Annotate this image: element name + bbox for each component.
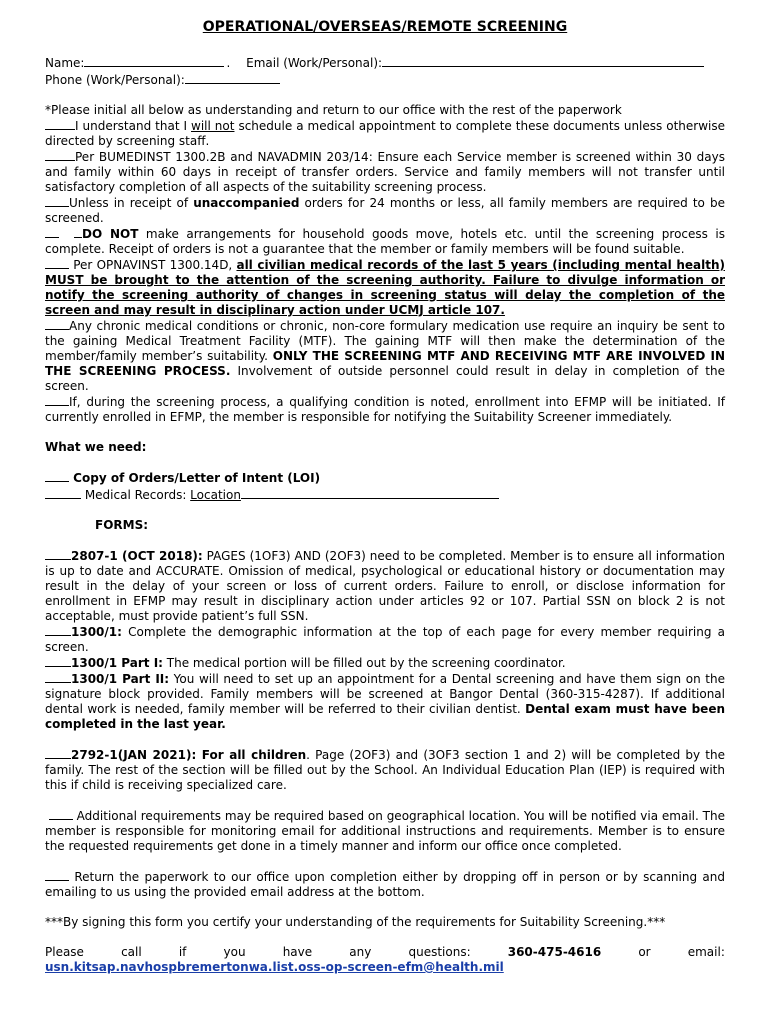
initial-blank[interactable] [45, 149, 75, 161]
initial-item-1: I understand that I will not schedule a medical appointment to complete these documents unless otherwise directed by screening staff. [45, 119, 725, 148]
certification-text: ***By signing this form you certify your understanding of the requirements for Suitability Screening.*** [45, 915, 666, 929]
initial-blank[interactable] [45, 548, 71, 560]
initial-blank[interactable] [45, 624, 71, 636]
phone-field[interactable] [185, 71, 280, 84]
what-we-need-heading: What we need: [45, 440, 147, 454]
form-1300-1-part-1: 1300/1 Part I: The medical portion will be filled out by the screening coordinator. [45, 655, 725, 671]
initial-item-7: If, during the screening process, a qualifying condition is noted, enrollment into EFMP will be initiated. If currently enrolled in EFMP, the member is responsible for notifying the Suitability Screener immediately. [45, 395, 725, 424]
initial-blank[interactable] [45, 487, 81, 499]
initial-item-3: Unless in receipt of unaccompanied orders for 24 months or less, all family members are required to be screened. [45, 196, 725, 225]
name-label: Name: [45, 56, 85, 70]
initial-blank[interactable] [45, 869, 69, 881]
phone-label: Phone (Work/Personal): [45, 73, 185, 87]
contact-line: Please call if you have any questions: 360-475-4616 or email: [45, 945, 725, 959]
email-label: Email (Work/Personal): [246, 56, 383, 70]
email-field[interactable] [382, 54, 704, 67]
initial-blank[interactable] [45, 257, 69, 269]
form-2792-1: 2792-1(JAN 2021): For all children. Page (2OF3) and (3OF3 section 1 and 2) will be completed by the family. The rest of the section will be filled out by the School. An Individual Education Plan (IEP) is required with this if child is receiving specialized care. [45, 748, 725, 792]
initial-blank[interactable] [45, 318, 69, 330]
initial-item-5: Per OPNAVINST 1300.14D, all civilian medical records of the last 5 years (including mental health) MUST be brought to the attention of the screening authority. Failure to divulge information or notify the screening authority of changes in screening status will delay the completion of the screen and may result in disciplinary action under UCMJ article 107. [45, 258, 725, 317]
initial-blank[interactable] [45, 118, 75, 130]
initial-blank[interactable] [45, 195, 69, 207]
name-field[interactable] [84, 54, 224, 67]
initial-blank[interactable] [45, 226, 59, 238]
initial-blank[interactable] [49, 808, 73, 820]
initial-blank[interactable] [45, 671, 71, 683]
intro-text: *Please initial all below as understanding and return to our office with the rest of the paperwork [45, 103, 622, 117]
phone-row [45, 71, 725, 88]
initial-item-6: Any chronic medical conditions or chronic, non-core formulary medication use require an inquiry be sent to the gaining Medical Treatment Facility (MTF). The gaining MTF will then make the determination of the member/family member’s suitability. ONLY THE SCREENING MTF AND RECEIVING MTF ARE INVOLVED IN THE SCREENING PROCESS. Involvement of outside personnel could result in delay in completion of the screen. [45, 319, 725, 393]
return-paperwork: Return the paperwork to our office upon completion either by dropping off in person or by scanning and emailing to us using the provided email address at the bottom. [45, 870, 725, 899]
initial-blank[interactable] [45, 470, 69, 482]
form-1300-1-part-2: 1300/1 Part II: You will need to set up an appointment for a Dental screening and have them sign on the signature block provided. Family members will be screened at Bangor Dental (360-315-4287). If additional dental work is needed, family member will be referred to their civilian dentist. Dental exam must have been completed in the last year. [45, 672, 726, 731]
document-title: OPERATIONAL/OVERSEAS/REMOTE SCREENING [202, 19, 568, 35]
contact-email-row [45, 960, 725, 975]
need-records: Medical Records: Location [45, 486, 725, 503]
contact-phone: 360-475-4616 [507, 945, 602, 959]
forms-heading: FORMS: [95, 518, 149, 532]
contact-email-link[interactable]: usn.kitsap.navhospbremertonwa.list.oss-op-screen-efm@health.mil [45, 960, 504, 974]
initial-item-2: Per BUMEDINST 1300.2B and NAVADMIN 203/14: Ensure each Service member is screened within 30 days and family within 60 days in receipt of transfer orders. Service and family members will not transfer until satisfactory completion of all aspects of the suitability screening process. [45, 150, 725, 194]
initial-blank[interactable] [45, 655, 71, 667]
form-1300-1: 1300/1: Complete the demographic information at the top of each page for every member requiring a screen. [45, 625, 725, 654]
name-email-row: Name: . Email (Work/Personal): [45, 54, 725, 71]
additional-requirements: Additional requirements may be required based on geographical location. You will be notified via email. The member is responsible for monitoring email for additional instructions and requirements. Member is to ensure the requested requirements get done in a timely manner and inform our office once completed. [45, 809, 725, 853]
records-location-field[interactable] [241, 486, 499, 499]
document-page [45, 18, 725, 975]
initial-blank[interactable] [45, 747, 71, 759]
form-2807-1: 2807-1 (OCT 2018): PAGES (1OF3) AND (2OF3) need to be completed. Member is to ensure all information is up to date and ACCURATE. Omission of medical, psychological or educational history or documentation may result in the delay of your screen or loss of current orders. Failure to enroll, or disclose information for enrollment in EFMP may result in disciplinary action under articles 92 or 107. Partial SSN on block 2 is not acceptable, must provide patient’s full SSN. [45, 549, 725, 623]
initial-item-4: DO NOT make arrangements for household goods move, hotels etc. until the screening process is complete. Receipt of orders is not a guarantee that the member or family members will be found suitable. [45, 227, 725, 256]
need-orders: Copy of Orders/Letter of Intent (LOI) [45, 470, 725, 486]
initial-blank[interactable] [45, 394, 69, 406]
